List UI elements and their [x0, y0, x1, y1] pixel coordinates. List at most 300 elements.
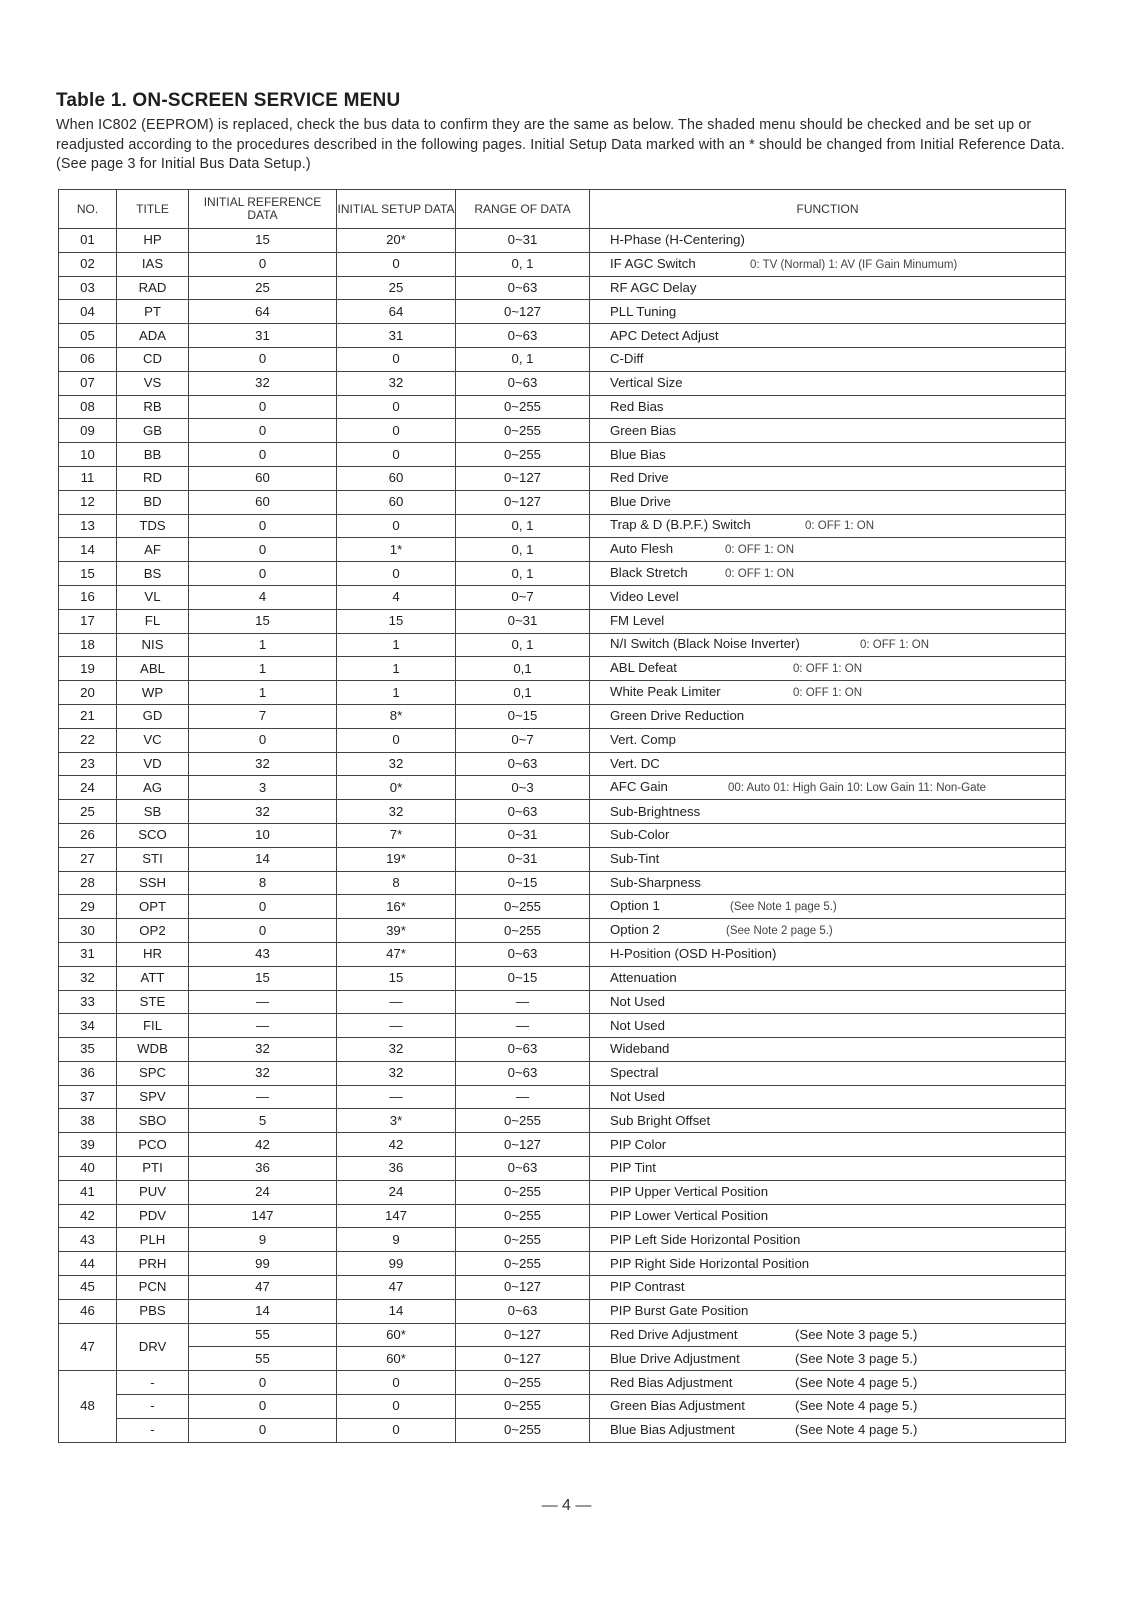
cell-ref: 0	[189, 347, 337, 371]
cell-title: WP	[117, 681, 189, 705]
header-no: NO.	[59, 190, 117, 229]
function-text: PIP Upper Vertical Position	[610, 1184, 769, 1200]
cell-range: 0~63	[456, 752, 590, 776]
function-note: (See Note 2 page 5.)	[726, 925, 833, 937]
cell-no: 44	[59, 1252, 117, 1276]
cell-no: 33	[59, 990, 117, 1014]
cell-setup: 0	[337, 419, 456, 443]
cell-range: 0~31	[456, 229, 590, 253]
cell-no: 45	[59, 1276, 117, 1300]
cell-ref: 0	[189, 895, 337, 919]
cell-ref: 4	[189, 585, 337, 609]
function-text: AFC Gain	[610, 779, 668, 795]
cell-title: GB	[117, 419, 189, 443]
cell-setup: 0	[337, 728, 456, 752]
cell-ref: 43	[189, 942, 337, 966]
function-text: Spectral	[610, 1065, 659, 1081]
cell-ref: —	[189, 1014, 337, 1038]
cell-ref: 55	[189, 1347, 337, 1371]
cell-title: BB	[117, 443, 189, 467]
table-row	[59, 371, 1066, 395]
table-row	[59, 443, 1066, 467]
table-row-47a	[59, 1323, 1066, 1347]
cell-setup: —	[337, 1085, 456, 1109]
table-row	[59, 1038, 1066, 1062]
cell-title: -	[117, 1371, 189, 1395]
cell-function	[590, 704, 1066, 728]
cell-range: 0, 1	[456, 633, 590, 657]
cell-range: 0~255	[456, 1395, 590, 1419]
table-row	[59, 823, 1066, 847]
intro-paragraph: When IC802 (EEPROM) is replaced, check the bus data to confirm they are the same as below. The shaded menu should be checked and be set up or readjusted according to the procedures described in the following pages. Initial Setup Data marked with an * should be changed from Initial Reference Data. (See page 3 for Initial Bus Data Setup.)	[56, 117, 1065, 172]
cell-function	[590, 300, 1066, 324]
table-row-48b	[59, 1395, 1066, 1419]
table-row	[59, 752, 1066, 776]
cell-title: OPT	[117, 895, 189, 919]
cell-ref: 10	[189, 823, 337, 847]
function-text: Black Stretch	[610, 565, 688, 581]
function-text: Red Drive Adjustment	[610, 1327, 738, 1343]
cell-no: 17	[59, 609, 117, 633]
cell-ref: —	[189, 1085, 337, 1109]
function-text: PIP Burst Gate Position	[610, 1303, 749, 1319]
cell-title: DRV	[117, 1323, 189, 1371]
cell-no: 11	[59, 466, 117, 490]
cell-title: PUV	[117, 1180, 189, 1204]
table-row	[59, 871, 1066, 895]
cell-range: 0~3	[456, 776, 590, 800]
cell-title: AG	[117, 776, 189, 800]
cell-range: 0~127	[456, 300, 590, 324]
table-row	[59, 633, 1066, 657]
cell-ref: 47	[189, 1276, 337, 1300]
cell-title: RD	[117, 466, 189, 490]
function-text: PLL Tuning	[610, 303, 677, 319]
cell-function	[590, 419, 1066, 443]
cell-setup: 0	[337, 1395, 456, 1419]
cell-range: 0~63	[456, 1061, 590, 1085]
cell-title: WDB	[117, 1038, 189, 1062]
function-text: APC Detect Adjust	[610, 327, 719, 343]
page-number: — 4 —	[541, 1497, 592, 1514]
table-row	[59, 609, 1066, 633]
function-text: IF AGC Switch	[610, 255, 696, 271]
cell-no: 13	[59, 514, 117, 538]
cell-setup: 20*	[337, 229, 456, 253]
cell-function	[590, 1180, 1066, 1204]
function-text: Vert. Comp	[610, 732, 676, 748]
table-row	[59, 990, 1066, 1014]
cell-ref: 25	[189, 276, 337, 300]
cell-ref: 32	[189, 752, 337, 776]
cell-no: 14	[59, 538, 117, 562]
cell-no: 32	[59, 966, 117, 990]
cell-function	[590, 1061, 1066, 1085]
cell-setup: 60	[337, 466, 456, 490]
service-menu-table	[58, 189, 1066, 1443]
function-text: Blue Drive	[610, 494, 671, 510]
cell-range: 0~63	[456, 942, 590, 966]
cell-title: GD	[117, 704, 189, 728]
cell-range: 0~255	[456, 895, 590, 919]
function-text: Vertical Size	[610, 375, 683, 391]
cell-function	[590, 562, 1066, 586]
cell-function	[590, 1014, 1066, 1038]
cell-range: 0~63	[456, 1157, 590, 1181]
cell-function	[590, 847, 1066, 871]
cell-title: PCO	[117, 1133, 189, 1157]
function-note: 00: Auto 01: High Gain 10: Low Gain 11: Non-Gate	[728, 782, 987, 795]
cell-setup: 4	[337, 585, 456, 609]
function-text: RF AGC Delay	[610, 279, 697, 295]
table-body	[59, 229, 1066, 1443]
cell-ref: 24	[189, 1180, 337, 1204]
cell-function	[590, 1038, 1066, 1062]
function-text: Blue Bias Adjustment	[610, 1422, 735, 1438]
cell-setup: 3*	[337, 1109, 456, 1133]
cell-setup: 0*	[337, 776, 456, 800]
cell-range: 0~31	[456, 847, 590, 871]
table-row	[59, 1180, 1066, 1204]
cell-ref: 0	[189, 419, 337, 443]
cell-function	[590, 324, 1066, 348]
cell-no: 08	[59, 395, 117, 419]
cell-title: RAD	[117, 276, 189, 300]
cell-function	[590, 657, 1066, 681]
cell-ref: 14	[189, 847, 337, 871]
cell-setup: 0	[337, 1418, 456, 1442]
table-row	[59, 347, 1066, 371]
cell-range: —	[456, 990, 590, 1014]
function-text: Auto Flesh	[610, 541, 674, 557]
cell-setup: 0	[337, 347, 456, 371]
cell-setup: 32	[337, 1061, 456, 1085]
table-row	[59, 681, 1066, 705]
cell-no: 42	[59, 1204, 117, 1228]
cell-range: 0~63	[456, 800, 590, 824]
cell-setup: 24	[337, 1180, 456, 1204]
cell-ref: 0	[189, 919, 337, 943]
cell-title: VC	[117, 728, 189, 752]
cell-range: 0~7	[456, 585, 590, 609]
cell-function	[590, 443, 1066, 467]
function-text: Trap & D (B.P.F.) Switch	[610, 517, 751, 533]
header-title: TITLE	[117, 190, 189, 229]
table-row	[59, 728, 1066, 752]
table-row	[59, 419, 1066, 443]
function-note: 0: OFF 1: ON	[860, 639, 930, 652]
function-note: (See Note 3 page 5.)	[795, 1350, 918, 1366]
cell-range: 0~63	[456, 1038, 590, 1062]
cell-title: HR	[117, 942, 189, 966]
cell-ref: 3	[189, 776, 337, 800]
cell-ref: 0	[189, 728, 337, 752]
table-row	[59, 1014, 1066, 1038]
cell-title: PCN	[117, 1276, 189, 1300]
cell-ref: 31	[189, 324, 337, 348]
header-range-of-data: RANGE OF DATA	[456, 190, 590, 229]
cell-no: 31	[59, 942, 117, 966]
function-text: Sub-Sharpness	[610, 874, 701, 890]
cell-title: VS	[117, 371, 189, 395]
cell-range: 0, 1	[456, 514, 590, 538]
function-note: 0: OFF 1: ON	[805, 520, 875, 533]
cell-title: CD	[117, 347, 189, 371]
cell-setup: 15	[337, 966, 456, 990]
table-title: Table 1. ON-SCREEN SERVICE MENU	[56, 90, 401, 111]
table-row-47b	[59, 1347, 1066, 1371]
cell-no: 20	[59, 681, 117, 705]
cell-function	[590, 871, 1066, 895]
cell-ref: 64	[189, 300, 337, 324]
cell-range: 0~255	[456, 1228, 590, 1252]
table-row	[59, 490, 1066, 514]
function-text: C-Diff	[610, 351, 644, 367]
cell-title: NIS	[117, 633, 189, 657]
cell-no: 03	[59, 276, 117, 300]
cell-range: 0~127	[456, 1347, 590, 1371]
table-row	[59, 776, 1066, 800]
cell-setup: 8*	[337, 704, 456, 728]
cell-setup: 32	[337, 800, 456, 824]
cell-no: 25	[59, 800, 117, 824]
cell-ref: 55	[189, 1323, 337, 1347]
cell-setup: 42	[337, 1133, 456, 1157]
cell-setup: 1	[337, 681, 456, 705]
function-text: White Peak Limiter	[610, 684, 721, 700]
cell-no: 30	[59, 919, 117, 943]
cell-title: PDV	[117, 1204, 189, 1228]
function-text: Sub Bright Offset	[610, 1112, 711, 1128]
cell-setup: 15	[337, 609, 456, 633]
table-row	[59, 1276, 1066, 1300]
cell-ref: 15	[189, 229, 337, 253]
table-row	[59, 657, 1066, 681]
cell-function	[590, 1371, 1066, 1395]
cell-setup: 47	[337, 1276, 456, 1300]
cell-function	[590, 681, 1066, 705]
function-text: Not Used	[610, 1017, 665, 1033]
function-text: Blue Bias	[610, 446, 666, 462]
cell-ref: 0	[189, 1371, 337, 1395]
cell-setup: 147	[337, 1204, 456, 1228]
cell-function	[590, 1276, 1066, 1300]
function-note: 0: OFF 1: ON	[793, 687, 863, 700]
cell-ref: 32	[189, 1061, 337, 1085]
cell-title: SCO	[117, 823, 189, 847]
table-row	[59, 252, 1066, 276]
cell-title: SBO	[117, 1109, 189, 1133]
cell-setup: 0	[337, 1371, 456, 1395]
table-row	[59, 1109, 1066, 1133]
table-row-48c	[59, 1418, 1066, 1442]
function-text: Video Level	[610, 589, 679, 605]
cell-setup: 1	[337, 633, 456, 657]
cell-no: 16	[59, 585, 117, 609]
table-header-row	[59, 190, 1066, 229]
cell-no: 19	[59, 657, 117, 681]
cell-ref: 42	[189, 1133, 337, 1157]
cell-ref: 8	[189, 871, 337, 895]
cell-title: FL	[117, 609, 189, 633]
cell-function	[590, 1157, 1066, 1181]
cell-function	[590, 1418, 1066, 1442]
table-row	[59, 1061, 1066, 1085]
cell-function	[590, 395, 1066, 419]
cell-function	[590, 966, 1066, 990]
cell-title: RB	[117, 395, 189, 419]
cell-function	[590, 252, 1066, 276]
cell-no: 34	[59, 1014, 117, 1038]
cell-function	[590, 1323, 1066, 1347]
function-text: Option 1	[610, 898, 660, 914]
cell-function	[590, 229, 1066, 253]
cell-range: 0~127	[456, 466, 590, 490]
cell-no: 04	[59, 300, 117, 324]
cell-no: 15	[59, 562, 117, 586]
cell-range: 0~255	[456, 919, 590, 943]
cell-range: 0~127	[456, 490, 590, 514]
table-row	[59, 1299, 1066, 1323]
cell-range: 0, 1	[456, 252, 590, 276]
cell-function	[590, 347, 1066, 371]
cell-title: VL	[117, 585, 189, 609]
cell-no: 29	[59, 895, 117, 919]
cell-no: 46	[59, 1299, 117, 1323]
cell-range: 0, 1	[456, 538, 590, 562]
cell-range: 0~15	[456, 966, 590, 990]
cell-setup: 25	[337, 276, 456, 300]
cell-title: OP2	[117, 919, 189, 943]
cell-title: ATT	[117, 966, 189, 990]
cell-range: 0~63	[456, 371, 590, 395]
table-row	[59, 966, 1066, 990]
cell-title: -	[117, 1418, 189, 1442]
cell-no: 38	[59, 1109, 117, 1133]
cell-range: 0, 1	[456, 562, 590, 586]
table-row	[59, 1252, 1066, 1276]
function-text: Wideband	[610, 1041, 670, 1057]
cell-ref: 0	[189, 443, 337, 467]
cell-function	[590, 942, 1066, 966]
cell-setup: 32	[337, 371, 456, 395]
cell-title: SPV	[117, 1085, 189, 1109]
cell-range: 0~255	[456, 1418, 590, 1442]
header-function: FUNCTION	[590, 190, 1066, 229]
cell-function	[590, 538, 1066, 562]
cell-title: STI	[117, 847, 189, 871]
cell-function	[590, 1347, 1066, 1371]
table-row	[59, 538, 1066, 562]
function-note: (See Note 3 page 5.)	[795, 1327, 918, 1343]
cell-ref: 14	[189, 1299, 337, 1323]
cell-range: —	[456, 1085, 590, 1109]
function-text: Sub-Brightness	[610, 803, 701, 819]
cell-setup: 1*	[337, 538, 456, 562]
cell-ref: 36	[189, 1157, 337, 1181]
cell-function	[590, 990, 1066, 1014]
function-text: PIP Lower Vertical Position	[610, 1208, 769, 1224]
cell-no: 27	[59, 847, 117, 871]
cell-ref: 32	[189, 1038, 337, 1062]
cell-range: 0~63	[456, 1299, 590, 1323]
cell-no: 22	[59, 728, 117, 752]
cell-ref: 0	[189, 538, 337, 562]
cell-setup: 64	[337, 300, 456, 324]
cell-function	[590, 728, 1066, 752]
cell-range: 0~255	[456, 419, 590, 443]
cell-function	[590, 1395, 1066, 1419]
cell-setup: 0	[337, 395, 456, 419]
cell-title: SPC	[117, 1061, 189, 1085]
cell-ref: 60	[189, 466, 337, 490]
cell-no: 43	[59, 1228, 117, 1252]
table-row	[59, 324, 1066, 348]
table-row	[59, 1157, 1066, 1181]
cell-setup: 60	[337, 490, 456, 514]
cell-no: 24	[59, 776, 117, 800]
cell-no: 41	[59, 1180, 117, 1204]
cell-setup: 0	[337, 252, 456, 276]
cell-ref: 32	[189, 800, 337, 824]
header-initial-reference-data: INITIAL REFERENCE DATA	[189, 190, 337, 229]
cell-range: 0~63	[456, 276, 590, 300]
cell-function	[590, 371, 1066, 395]
table-row	[59, 229, 1066, 253]
cell-no: 47	[59, 1323, 117, 1371]
cell-ref: 0	[189, 514, 337, 538]
table-row	[59, 895, 1066, 919]
table-row	[59, 585, 1066, 609]
function-note: 0: TV (Normal) 1: AV (IF Gain Minumum)	[750, 258, 958, 271]
cell-title: SB	[117, 800, 189, 824]
cell-no: 12	[59, 490, 117, 514]
cell-ref: 0	[189, 252, 337, 276]
function-text: FM Level	[610, 613, 665, 629]
cell-setup: 60*	[337, 1323, 456, 1347]
cell-no: 09	[59, 419, 117, 443]
cell-ref: 0	[189, 562, 337, 586]
cell-range: 0,1	[456, 657, 590, 681]
table-row	[59, 847, 1066, 871]
cell-title: PRH	[117, 1252, 189, 1276]
cell-no: 18	[59, 633, 117, 657]
cell-no: 36	[59, 1061, 117, 1085]
cell-title: PT	[117, 300, 189, 324]
cell-no: 35	[59, 1038, 117, 1062]
cell-range: 0~127	[456, 1133, 590, 1157]
cell-function	[590, 490, 1066, 514]
cell-title: VD	[117, 752, 189, 776]
cell-setup: 0	[337, 562, 456, 586]
table-row	[59, 562, 1066, 586]
cell-ref: 9	[189, 1228, 337, 1252]
cell-function	[590, 823, 1066, 847]
function-text: Not Used	[610, 993, 665, 1009]
cell-title: AF	[117, 538, 189, 562]
table-row	[59, 276, 1066, 300]
function-text: Green Drive Reduction	[610, 708, 745, 724]
cell-range: 0~255	[456, 1180, 590, 1204]
cell-no: 10	[59, 443, 117, 467]
function-text: PIP Contrast	[610, 1279, 685, 1295]
cell-range: 0~7	[456, 728, 590, 752]
cell-no: 23	[59, 752, 117, 776]
cell-range: 0~127	[456, 1276, 590, 1300]
function-text: PIP Color	[610, 1136, 667, 1152]
cell-no: 40	[59, 1157, 117, 1181]
cell-setup: 7*	[337, 823, 456, 847]
